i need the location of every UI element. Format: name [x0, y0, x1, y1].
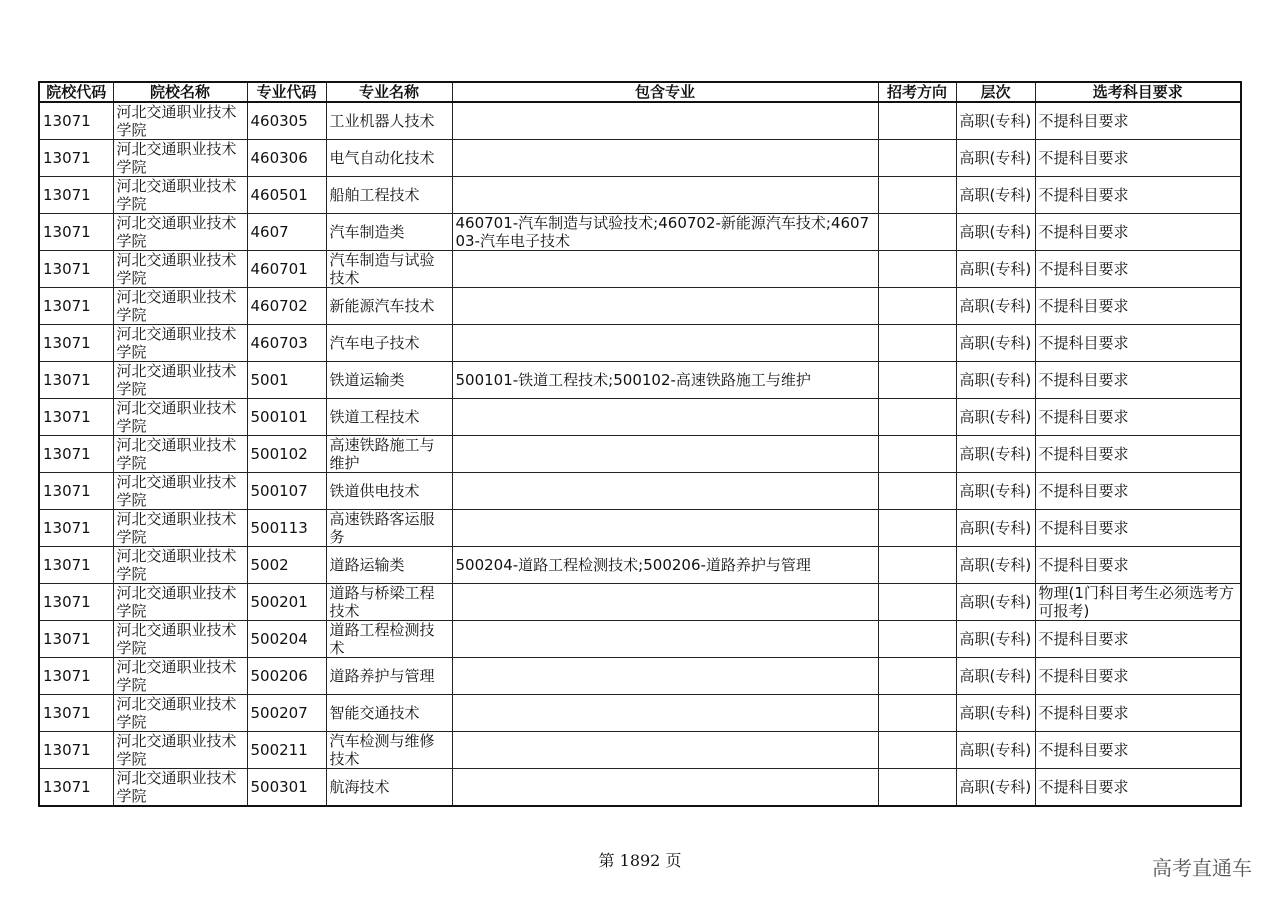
cell-major-code: 500102	[247, 436, 326, 473]
cell-major-name: 航海技术	[326, 769, 452, 807]
table-row	[39, 399, 1241, 436]
cell-included-majors	[452, 436, 878, 473]
cell-subject-requirement: 不提科目要求	[1035, 510, 1241, 547]
cell-major-name: 船舶工程技术	[326, 177, 452, 214]
cell-included-majors	[452, 769, 878, 807]
cell-level: 高职(专科)	[956, 769, 1035, 807]
cell-level: 高职(专科)	[956, 214, 1035, 251]
cell-level: 高职(专科)	[956, 102, 1035, 140]
cell-subject-requirement: 不提科目要求	[1035, 251, 1241, 288]
cell-major-name: 铁道运输类	[326, 362, 452, 399]
cell-major-code: 500107	[247, 473, 326, 510]
table-row	[39, 547, 1241, 584]
header-major-name: 专业名称	[326, 82, 452, 102]
cell-school-code: 13071	[39, 399, 113, 436]
cell-direction	[878, 140, 956, 177]
cell-subject-requirement: 不提科目要求	[1035, 473, 1241, 510]
cell-school-name: 河北交通职业技术学院	[113, 547, 247, 584]
table-body	[39, 102, 1241, 806]
cell-subject-requirement: 不提科目要求	[1035, 288, 1241, 325]
cell-school-code: 13071	[39, 325, 113, 362]
cell-direction	[878, 547, 956, 584]
cell-subject-requirement: 不提科目要求	[1035, 399, 1241, 436]
cell-direction	[878, 769, 956, 807]
cell-school-code: 13071	[39, 695, 113, 732]
cell-school-code: 13071	[39, 658, 113, 695]
table-row	[39, 325, 1241, 362]
cell-included-majors	[452, 510, 878, 547]
cell-major-code: 500201	[247, 584, 326, 621]
cell-school-code: 13071	[39, 102, 113, 140]
cell-included-majors	[452, 251, 878, 288]
cell-subject-requirement: 不提科目要求	[1035, 732, 1241, 769]
cell-school-name: 河北交通职业技术学院	[113, 288, 247, 325]
cell-direction	[878, 177, 956, 214]
cell-level: 高职(专科)	[956, 658, 1035, 695]
cell-level: 高职(专科)	[956, 436, 1035, 473]
cell-included-majors: 460701-汽车制造与试验技术;460702-新能源汽车技术;460703-汽车电子技术	[452, 214, 878, 251]
cell-school-name: 河北交通职业技术学院	[113, 732, 247, 769]
table-row	[39, 658, 1241, 695]
cell-direction	[878, 473, 956, 510]
cell-school-name: 河北交通职业技术学院	[113, 362, 247, 399]
cell-included-majors	[452, 473, 878, 510]
table-row	[39, 288, 1241, 325]
header-included-majors: 包含专业	[452, 82, 878, 102]
cell-school-name: 河北交通职业技术学院	[113, 769, 247, 807]
cell-major-name: 智能交通技术	[326, 695, 452, 732]
cell-major-name: 工业机器人技术	[326, 102, 452, 140]
cell-major-name: 汽车检测与维修技术	[326, 732, 452, 769]
cell-subject-requirement: 不提科目要求	[1035, 695, 1241, 732]
cell-major-name: 道路与桥梁工程技术	[326, 584, 452, 621]
admissions-table	[38, 81, 1242, 807]
cell-level: 高职(专科)	[956, 177, 1035, 214]
cell-included-majors	[452, 658, 878, 695]
cell-subject-requirement: 不提科目要求	[1035, 621, 1241, 658]
cell-major-name: 道路养护与管理	[326, 658, 452, 695]
header-direction: 招考方向	[878, 82, 956, 102]
cell-school-code: 13071	[39, 288, 113, 325]
cell-major-code: 500207	[247, 695, 326, 732]
cell-included-majors	[452, 102, 878, 140]
cell-major-name: 汽车电子技术	[326, 325, 452, 362]
cell-major-name: 高速铁路施工与维护	[326, 436, 452, 473]
cell-level: 高职(专科)	[956, 695, 1035, 732]
cell-included-majors	[452, 695, 878, 732]
cell-included-majors	[452, 584, 878, 621]
cell-direction	[878, 214, 956, 251]
cell-school-name: 河北交通职业技术学院	[113, 473, 247, 510]
cell-major-name: 道路工程检测技术	[326, 621, 452, 658]
cell-subject-requirement: 不提科目要求	[1035, 658, 1241, 695]
cell-direction	[878, 251, 956, 288]
header-level: 层次	[956, 82, 1035, 102]
cell-subject-requirement: 不提科目要求	[1035, 547, 1241, 584]
cell-subject-requirement: 不提科目要求	[1035, 769, 1241, 807]
cell-subject-requirement: 不提科目要求	[1035, 362, 1241, 399]
cell-major-code: 460703	[247, 325, 326, 362]
cell-major-name: 道路运输类	[326, 547, 452, 584]
cell-level: 高职(专科)	[956, 547, 1035, 584]
header-school-code: 院校代码	[39, 82, 113, 102]
cell-subject-requirement: 不提科目要求	[1035, 177, 1241, 214]
cell-major-name: 电气自动化技术	[326, 140, 452, 177]
cell-direction	[878, 584, 956, 621]
cell-level: 高职(专科)	[956, 732, 1035, 769]
cell-major-code: 500113	[247, 510, 326, 547]
cell-level: 高职(专科)	[956, 325, 1035, 362]
cell-direction	[878, 288, 956, 325]
cell-included-majors: 500204-道路工程检测技术;500206-道路养护与管理	[452, 547, 878, 584]
cell-major-name: 汽车制造类	[326, 214, 452, 251]
cell-school-name: 河北交通职业技术学院	[113, 140, 247, 177]
cell-direction	[878, 658, 956, 695]
watermark-text: 高考直通车	[1152, 856, 1252, 880]
cell-major-code: 500101	[247, 399, 326, 436]
header-row	[39, 82, 1241, 102]
cell-major-code: 500211	[247, 732, 326, 769]
cell-included-majors	[452, 177, 878, 214]
cell-major-code: 500206	[247, 658, 326, 695]
table-row	[39, 510, 1241, 547]
cell-direction	[878, 621, 956, 658]
cell-major-name: 铁道工程技术	[326, 399, 452, 436]
cell-school-code: 13071	[39, 251, 113, 288]
cell-level: 高职(专科)	[956, 510, 1035, 547]
cell-subject-requirement: 不提科目要求	[1035, 325, 1241, 362]
cell-major-name: 铁道供电技术	[326, 473, 452, 510]
cell-school-name: 河北交通职业技术学院	[113, 621, 247, 658]
cell-direction	[878, 102, 956, 140]
cell-school-code: 13071	[39, 769, 113, 807]
table-row	[39, 473, 1241, 510]
cell-school-name: 河北交通职业技术学院	[113, 510, 247, 547]
cell-school-code: 13071	[39, 584, 113, 621]
cell-school-name: 河北交通职业技术学院	[113, 102, 247, 140]
cell-major-code: 5001	[247, 362, 326, 399]
table-row	[39, 362, 1241, 399]
cell-school-code: 13071	[39, 547, 113, 584]
table-row	[39, 621, 1241, 658]
cell-school-name: 河北交通职业技术学院	[113, 177, 247, 214]
cell-school-name: 河北交通职业技术学院	[113, 325, 247, 362]
cell-major-code: 460306	[247, 140, 326, 177]
cell-direction	[878, 510, 956, 547]
cell-school-name: 河北交通职业技术学院	[113, 399, 247, 436]
cell-school-name: 河北交通职业技术学院	[113, 251, 247, 288]
cell-school-name: 河北交通职业技术学院	[113, 436, 247, 473]
cell-included-majors	[452, 140, 878, 177]
cell-direction	[878, 399, 956, 436]
table-row	[39, 436, 1241, 473]
cell-level: 高职(专科)	[956, 362, 1035, 399]
table-row	[39, 584, 1241, 621]
cell-level: 高职(专科)	[956, 251, 1035, 288]
table-row	[39, 214, 1241, 251]
cell-major-name: 新能源汽车技术	[326, 288, 452, 325]
cell-included-majors	[452, 399, 878, 436]
cell-major-name: 汽车制造与试验技术	[326, 251, 452, 288]
cell-school-name: 河北交通职业技术学院	[113, 695, 247, 732]
cell-school-code: 13071	[39, 214, 113, 251]
table-row	[39, 102, 1241, 140]
cell-school-name: 河北交通职业技术学院	[113, 658, 247, 695]
cell-included-majors	[452, 288, 878, 325]
cell-major-code: 4607	[247, 214, 326, 251]
cell-direction	[878, 362, 956, 399]
header-subject-requirement: 选考科目要求	[1035, 82, 1241, 102]
page-number: 第 1892 页	[598, 851, 682, 870]
cell-school-code: 13071	[39, 510, 113, 547]
cell-subject-requirement: 物理(1门科目考生必须选考方可报考)	[1035, 584, 1241, 621]
cell-direction	[878, 436, 956, 473]
cell-included-majors: 500101-铁道工程技术;500102-高速铁路施工与维护	[452, 362, 878, 399]
cell-level: 高职(专科)	[956, 584, 1035, 621]
cell-school-code: 13071	[39, 362, 113, 399]
table-row	[39, 177, 1241, 214]
cell-school-code: 13071	[39, 473, 113, 510]
cell-major-code: 5002	[247, 547, 326, 584]
header-major-code: 专业代码	[247, 82, 326, 102]
cell-school-code: 13071	[39, 732, 113, 769]
cell-subject-requirement: 不提科目要求	[1035, 102, 1241, 140]
table-row	[39, 251, 1241, 288]
cell-school-code: 13071	[39, 177, 113, 214]
cell-school-code: 13071	[39, 621, 113, 658]
cell-level: 高职(专科)	[956, 473, 1035, 510]
cell-school-code: 13071	[39, 140, 113, 177]
cell-level: 高职(专科)	[956, 399, 1035, 436]
cell-subject-requirement: 不提科目要求	[1035, 140, 1241, 177]
cell-major-code: 460305	[247, 102, 326, 140]
cell-level: 高职(专科)	[956, 621, 1035, 658]
cell-major-name: 高速铁路客运服务	[326, 510, 452, 547]
cell-school-code: 13071	[39, 436, 113, 473]
cell-included-majors	[452, 325, 878, 362]
cell-major-code: 460702	[247, 288, 326, 325]
header-school-name: 院校名称	[113, 82, 247, 102]
cell-school-name: 河北交通职业技术学院	[113, 214, 247, 251]
cell-direction	[878, 695, 956, 732]
cell-level: 高职(专科)	[956, 288, 1035, 325]
cell-included-majors	[452, 732, 878, 769]
table-row	[39, 732, 1241, 769]
table-row	[39, 695, 1241, 732]
cell-included-majors	[452, 621, 878, 658]
cell-subject-requirement: 不提科目要求	[1035, 214, 1241, 251]
cell-major-code: 460701	[247, 251, 326, 288]
cell-level: 高职(专科)	[956, 140, 1035, 177]
cell-direction	[878, 325, 956, 362]
table-row	[39, 769, 1241, 807]
cell-subject-requirement: 不提科目要求	[1035, 436, 1241, 473]
cell-major-code: 500204	[247, 621, 326, 658]
table-header	[39, 82, 1241, 102]
table-row	[39, 140, 1241, 177]
cell-school-name: 河北交通职业技术学院	[113, 584, 247, 621]
cell-direction	[878, 732, 956, 769]
cell-major-code: 460501	[247, 177, 326, 214]
cell-major-code: 500301	[247, 769, 326, 807]
